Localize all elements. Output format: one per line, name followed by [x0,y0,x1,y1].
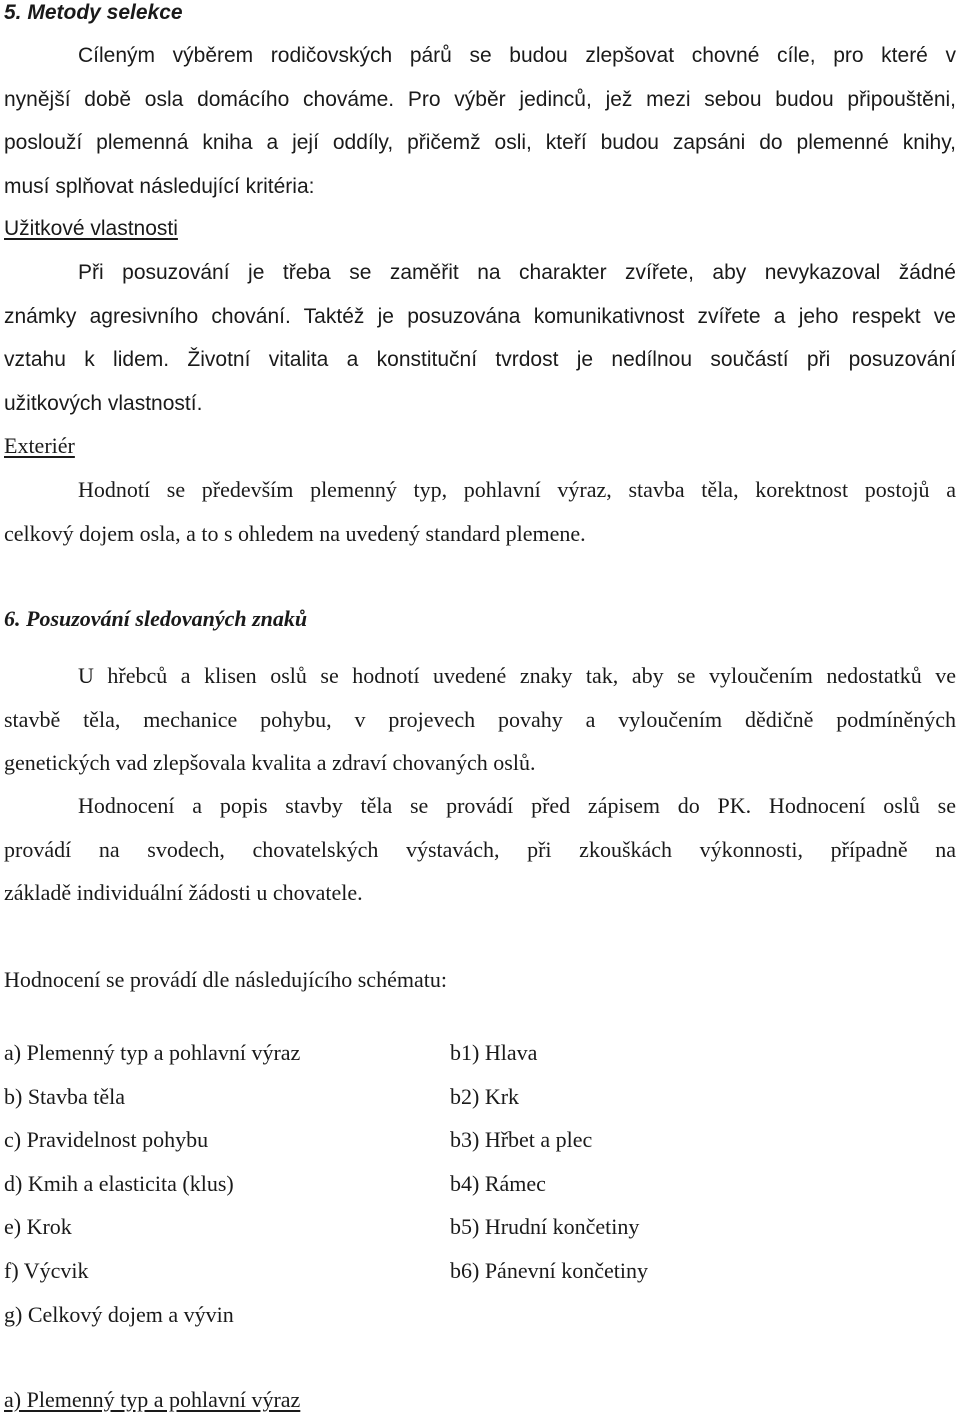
paragraph-line: vztahu k lidem. Životní vitalita a konstituční tvrdost je nedílnou součástí při posuzování [4,348,956,371]
paragraph-line: nynější době osla domácího chováme. Pro výběr jedinců, jež mezi sebou budou připouštěni, [4,87,956,111]
selection-intro-paragraph [4,43,956,217]
paragraph-line: základě individuální žádosti u chovatele. [4,880,363,905]
paragraph-line: musí splňovat následující kritéria: [4,174,315,198]
paragraph-line: genetických vad zlepšovala kvalita a zdraví chovaných oslů. [4,750,536,775]
subheading-utility-traits: Užitkové vlastnosti [4,217,178,240]
assessment-paragraph-1 [4,663,956,794]
paragraph-line: Cíleným výběrem rodičovských párů se budou zlepšovat chovné cíle, pro které v [78,44,956,67]
paragraph-line: Při posuzování je třeba se zaměřit na charakter zvířete, aby nevykazoval žádné [78,261,956,284]
schema-body-parts-list [450,1040,648,1302]
paragraph-line: Hodnocení a popis stavby těla se provádí před zápisem do PK. Hodnocení oslů se [78,793,956,818]
schema-subcriterion: b6) Pánevní končetiny [450,1257,648,1283]
schema-intro: Hodnocení se provádí dle následujícího schématu: [4,967,447,992]
paragraph-line: U hřebců a klisen oslů se hodnotí uvedené znaky tak, aby se vyloučením nedostatků ve [78,663,956,688]
schema-criterion: b) Stavba těla [4,1083,125,1109]
schema-main-criteria-list [4,1040,300,1345]
schema-criterion: a) Plemenný typ a pohlavní výraz [4,1040,301,1065]
schema-subcriterion: b4) Rámec [450,1170,546,1196]
schema-subcriterion: b5) Hrudní končetiny [450,1214,640,1240]
assessment-paragraph-2 [4,793,956,924]
schema-criterion: g) Celkový dojem a vývin [4,1301,234,1327]
paragraph-line: poslouží plemenná kniha a její oddíly, přičemž osli, kteří budou zapsáni do plemenné knihy, [4,131,956,154]
paragraph-line: celkový dojem osla, a to s ohledem na uvedený standard plemene. [4,520,586,546]
paragraph-line: provádí na svodech, chovatelských výstavách, při zkouškách výkonnosti, případně na [4,836,956,862]
schema-subcriterion: b3) Hřbet a plec [450,1127,593,1153]
exterior-paragraph [4,477,956,564]
paragraph-line: užitkových vlastností. [4,391,203,415]
subheading-exterior: Exteriér [4,433,75,458]
paragraph-line: známky agresivního chování. Taktéž je posuzována komunikativnost zvířete a jeho respekt ve [4,304,956,328]
schema-criterion: e) Krok [4,1214,72,1240]
utility-traits-paragraph [4,260,956,434]
paragraph-line: stavbě těla, mechanice pohybu, v projevech povahy a vyloučením dědičně podmíněných [4,706,956,732]
schema-subcriterion: b2) Krk [450,1083,520,1109]
section-heading-assessment: 6. Posuzování sledovaných znaků [4,606,308,631]
schema-criterion: c) Pravidelnost pohybu [4,1127,209,1153]
schema-subcriterion: b1) Hlava [450,1040,538,1065]
section-heading-selection-methods: 5. Metody selekce [4,1,183,24]
schema-criterion: f) Výcvik [4,1257,89,1283]
paragraph-line: Hodnotí se především plemenný typ, pohlavní výraz, stavba těla, korektnost postojů a [78,477,956,502]
schema-criterion: d) Kmih a elasticita (klus) [4,1170,234,1196]
subsection-heading-breed-type: a) Plemenný typ a pohlavní výraz [4,1387,301,1412]
